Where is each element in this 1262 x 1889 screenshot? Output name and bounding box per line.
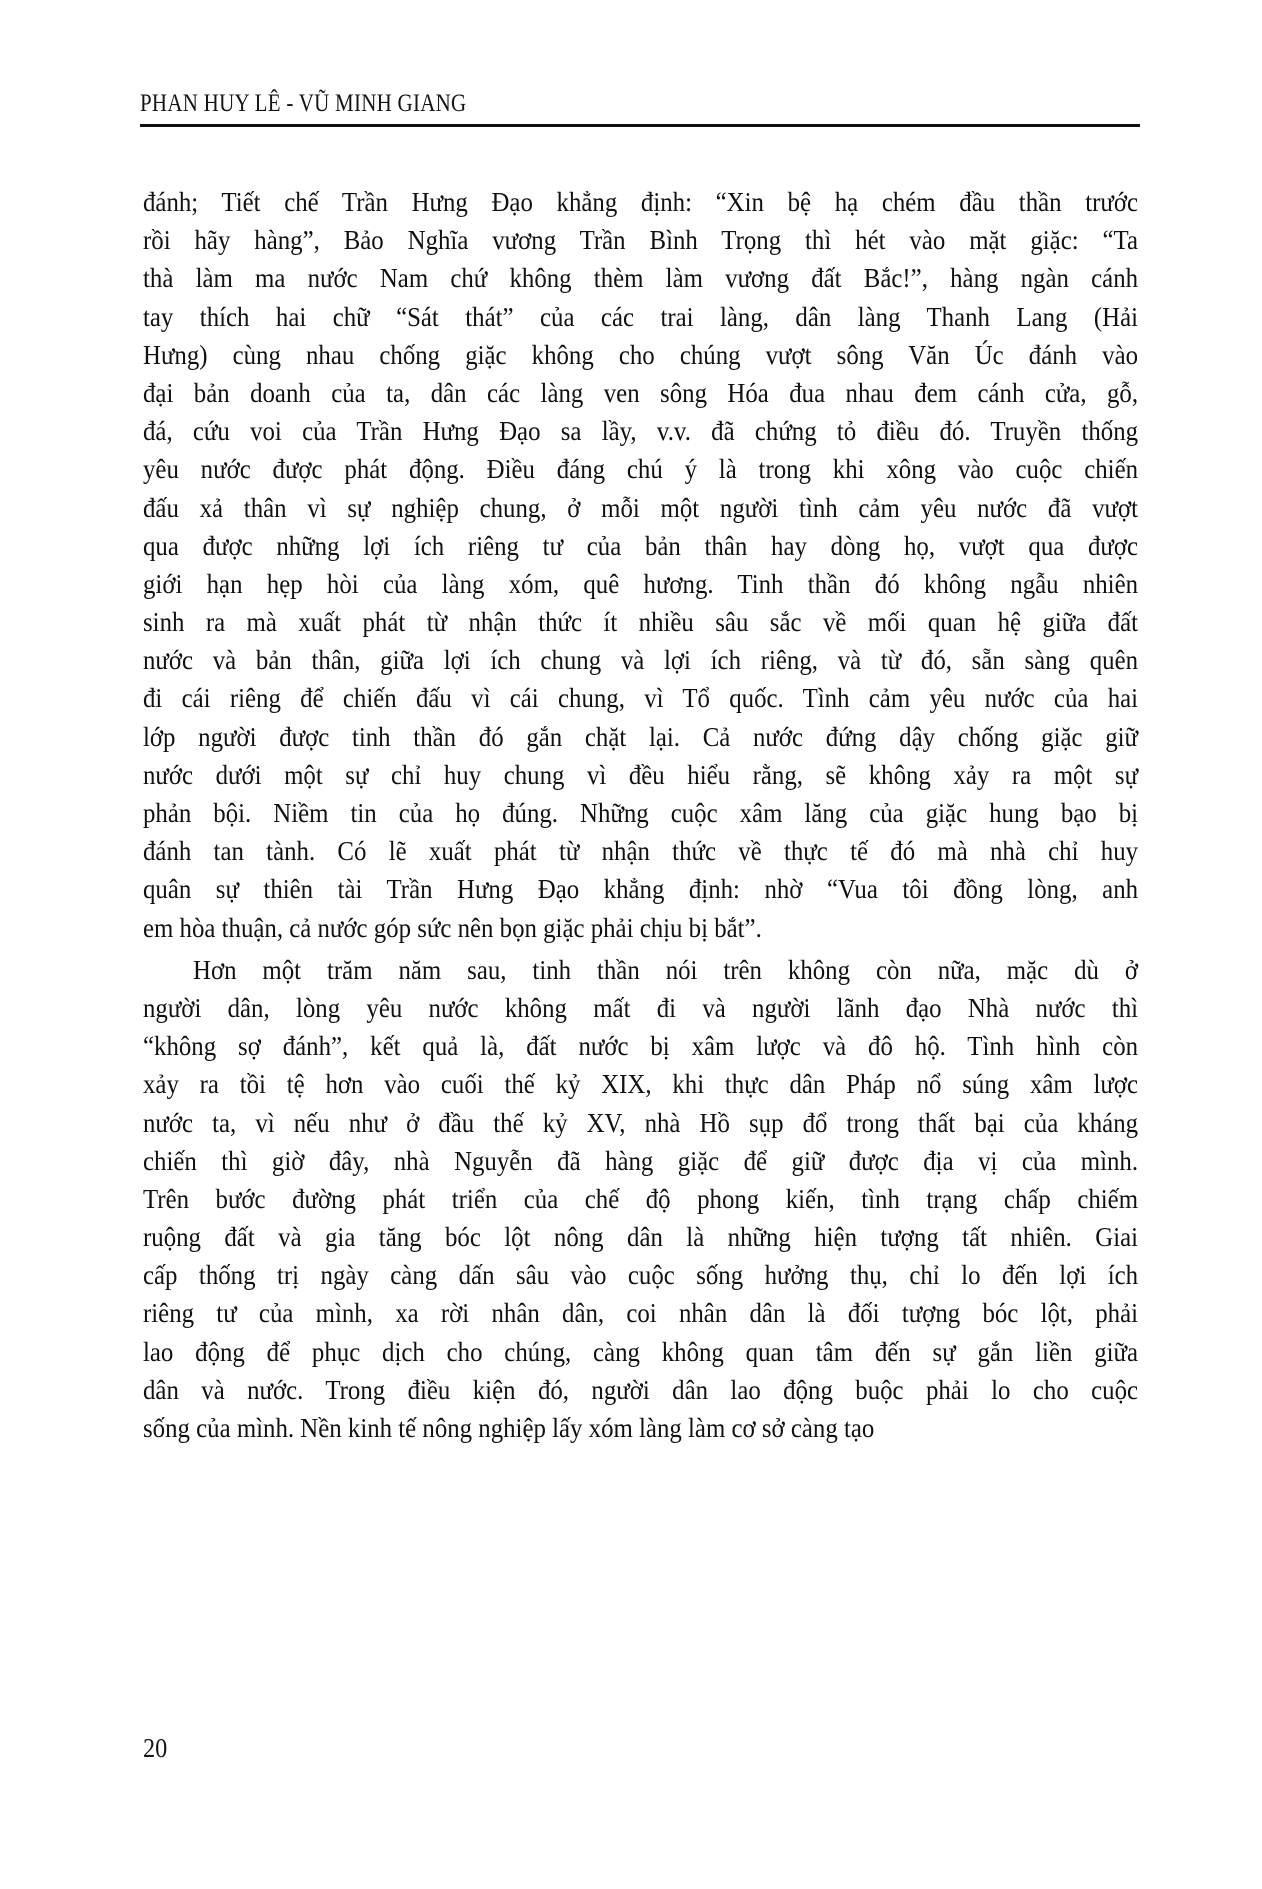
- text-line: [143, 527, 1138, 565]
- text-line: [143, 412, 1138, 450]
- text-line-content: thà làm ma nước Nam chứ không thèm làm vương đất Bắc!”, hàng ngàn cánh: [143, 263, 1139, 294]
- text-line-content: đi cái riêng để chiến đấu vì cái chung, vì Tổ quốc. Tình cảm yêu nước của hai: [143, 683, 1139, 714]
- text-line-content: xảy ra tồi tệ hơn vào cuối thế kỷ XIX, khi thực dân Pháp nổ súng xâm lược: [143, 1069, 1139, 1100]
- text-line: [143, 603, 1138, 641]
- text-line: [143, 450, 1138, 488]
- text-line: [143, 259, 1138, 297]
- text-line-content: giới hạn hẹp hòi của làng xóm, quê hương. Tinh thần đó không ngẫu nhiên: [143, 568, 1139, 599]
- text-line-content: ruộng đất và gia tăng bóc lột nông dân là những hiện tượng tất nhiên. Giai: [143, 1222, 1139, 1253]
- text-line: [143, 1218, 1138, 1256]
- text-line-content: “không sợ đánh”, kết quả là, đất nước bị xâm lược và đô hộ. Tình hình còn: [143, 1031, 1139, 1062]
- page-number: 20: [143, 1733, 168, 1763]
- text-line: [143, 989, 1138, 1027]
- text-line-content: quân sự thiên tài Trần Hưng Đạo khẳng định: nhờ “Vua tôi đồng lòng, anh: [143, 874, 1139, 905]
- text-line-content: riêng tư của mình, xa rời nhân dân, coi nhân dân là đối tượng bóc lột, phải: [143, 1298, 1139, 1329]
- text-line: [143, 679, 1138, 717]
- text-line-content: nước dưới một sự chỉ huy chung vì đều hiểu rằng, sẽ không xảy ra một sự: [143, 759, 1139, 790]
- text-line: [143, 641, 1138, 679]
- header-rule: [140, 124, 1140, 127]
- text-line: [143, 336, 1138, 374]
- text-line-content: rồi hãy hàng”, Bảo Nghĩa vương Trần Bình Trọng thì hét vào mặt giặc: “Ta: [143, 225, 1139, 256]
- text-line: [143, 183, 1138, 221]
- text-line-content: đấu xả thân vì sự nghiệp chung, ở mỗi một người tình cảm yêu nước đã vượt: [143, 492, 1139, 523]
- text-line-content: nước ta, vì nếu như ở đầu thế kỷ XV, nhà Hồ sụp đổ trong thất bại của kháng: [143, 1107, 1139, 1138]
- text-line: [143, 1180, 1138, 1218]
- text-line: [143, 756, 1138, 794]
- text-line: [143, 298, 1138, 336]
- text-line-content: Trên bước đường phát triển của chế độ phong kiến, tình trạng chấp chiếm: [143, 1183, 1139, 1214]
- text-line-content: cấp thống trị ngày càng dấn sâu vào cuộc sống hưởng thụ, chỉ lo đến lợi ích: [143, 1260, 1139, 1291]
- text-line: [143, 489, 1138, 527]
- text-line: [143, 1104, 1138, 1142]
- text-line-content: tay thích hai chữ “Sát thát” của các trai làng, dân làng Thanh Lang (Hải: [143, 301, 1139, 332]
- text-line-content: người dân, lòng yêu nước không mất đi và người lãnh đạo Nhà nước thì: [143, 992, 1139, 1023]
- text-line-content: sống của mình. Nền kinh tế nông nghiệp lấy xóm làng làm cơ sở càng tạo: [143, 1413, 875, 1443]
- text-line-content: lao động để phục dịch cho chúng, càng không quan tâm đến sự gắn liền giữa: [143, 1336, 1139, 1367]
- text-line-content: Hơn một trăm năm sau, tinh thần nói trên không còn nữa, mặc dù ở: [193, 954, 1139, 985]
- text-line: [143, 794, 1138, 832]
- text-line: [143, 374, 1138, 412]
- text-line: [143, 1065, 1138, 1103]
- text-line: [143, 832, 1138, 870]
- running-header: [140, 86, 1140, 126]
- text-line-content: yêu nước được phát động. Điều đáng chú ý là trong khi xông vào cuộc chiến: [143, 454, 1139, 485]
- text-line: [143, 909, 1138, 947]
- text-line-content: chiến thì giờ đây, nhà Nguyễn đã hàng giặc để giữ được địa vị của mình.: [143, 1145, 1139, 1176]
- text-line-content: qua được những lợi ích riêng tư của bản thân hay dòng họ, vượt qua được: [143, 530, 1139, 561]
- text-line-content: Hưng) cùng nhau chống giặc không cho chúng vượt sông Văn Úc đánh vào: [143, 339, 1139, 370]
- text-line-content: đại bản doanh của ta, dân các làng ven sông Hóa đua nhau đem cánh cửa, gỗ,: [143, 377, 1139, 408]
- text-line-content: em hòa thuận, cả nước góp sức nên bọn giặc phải chịu bị bắt”.: [143, 912, 762, 943]
- text-line-content: đánh; Tiết chế Trần Hưng Đạo khẳng định: “Xin bệ hạ chém đầu thần trước: [143, 187, 1139, 217]
- paragraph: [143, 951, 1138, 1447]
- text-line: [143, 951, 1138, 989]
- text-line-content: dân và nước. Trong điều kiện đó, người dân lao động buộc phải lo cho cuộc: [143, 1374, 1139, 1405]
- text-line: [143, 1027, 1138, 1065]
- text-line-content: sinh ra mà xuất phát từ nhận thức ít nhiều sâu sắc về mối quan hệ giữa đất: [143, 607, 1139, 638]
- text-line-content: đá, cứu voi của Trần Hưng Đạo sa lầy, v.v. đã chứng tỏ điều đó. Truyền thống: [143, 416, 1139, 447]
- text-line: [143, 221, 1138, 259]
- text-line: [143, 1256, 1138, 1294]
- text-line: [143, 565, 1138, 603]
- text-line: [143, 1294, 1138, 1332]
- running-header-authors: PHAN HUY LÊ - VŨ MINH GIANG: [140, 90, 467, 117]
- text-line-content: nước và bản thân, giữa lợi ích chung và lợi ích riêng, và từ đó, sẵn sàng quên: [143, 645, 1139, 676]
- text-line: [143, 1333, 1138, 1371]
- text-line: [143, 1409, 1138, 1447]
- text-line: [143, 718, 1138, 756]
- text-line: [143, 1142, 1138, 1180]
- text-line-content: phản bội. Niềm tin của họ đúng. Những cuộc xâm lăng của giặc hung bạo bị: [143, 798, 1139, 828]
- text-line: [143, 870, 1138, 908]
- text-line-content: lớp người được tinh thần đó gắn chặt lại. Cả nước đứng dậy chống giặc giữ: [143, 721, 1139, 752]
- text-line-content: đánh tan tành. Có lẽ xuất phát từ nhận thức về thực tế đó mà nhà chỉ huy: [143, 836, 1139, 867]
- text-line: [143, 1371, 1138, 1409]
- body-text: [143, 183, 1138, 1447]
- paragraph: [143, 183, 1138, 947]
